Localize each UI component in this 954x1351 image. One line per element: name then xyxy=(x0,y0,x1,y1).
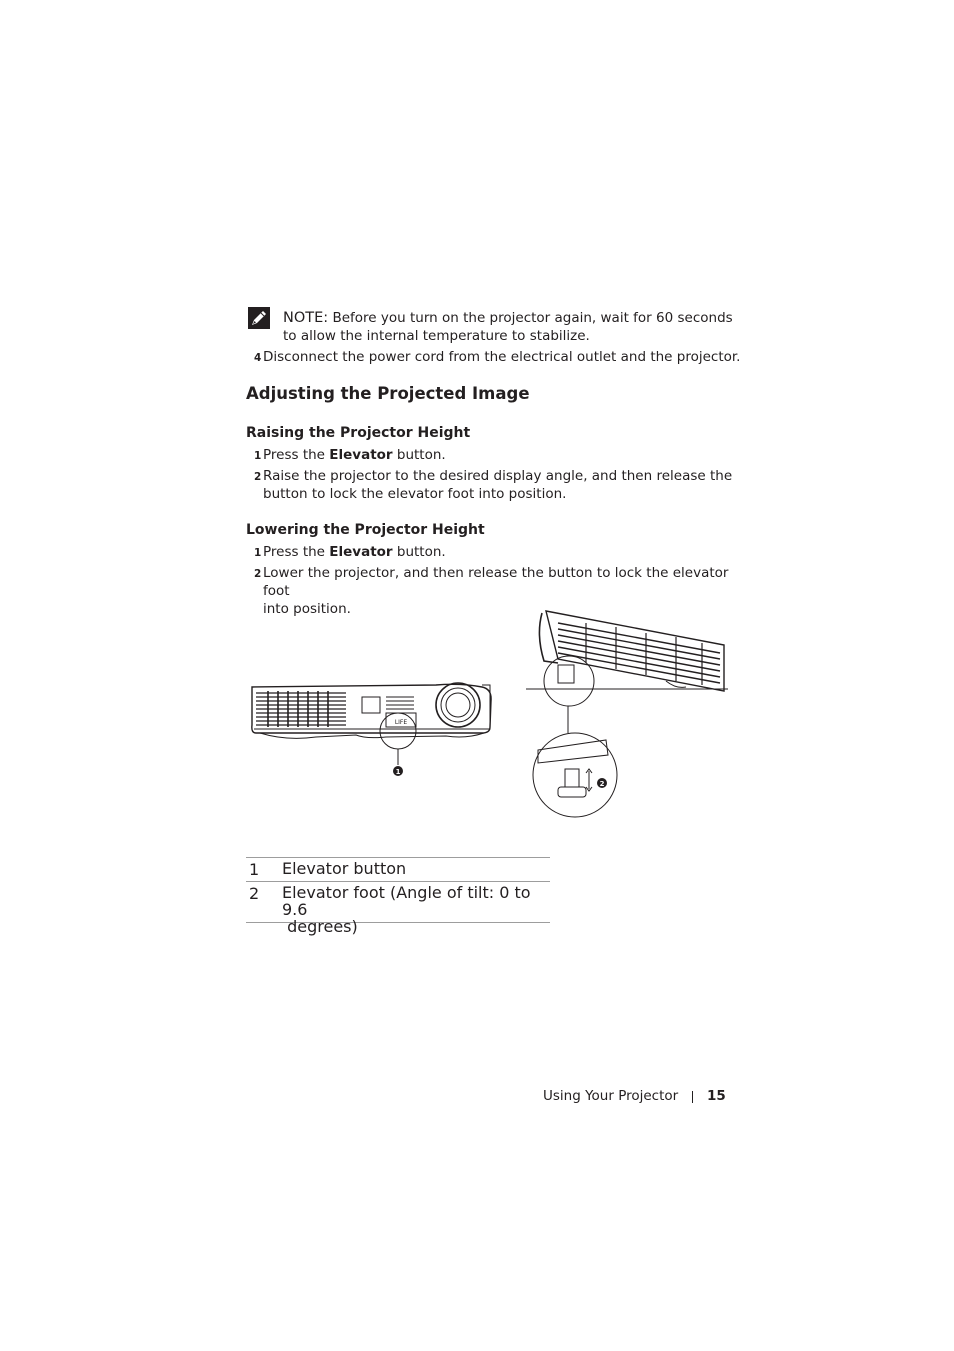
raising-title: Raising the Projector Height xyxy=(246,425,471,441)
step-number: 2 xyxy=(254,568,262,580)
raising-step-2 xyxy=(254,467,744,503)
lowering-step-2 xyxy=(254,564,744,617)
legend-number: 1 xyxy=(249,860,260,879)
step-number: 1 xyxy=(254,547,262,559)
footer-divider xyxy=(692,1091,693,1103)
page-number: 15 xyxy=(707,1088,726,1104)
legend-text-line1: Elevator foot (Angle of tilt: 0 to 9.6 xyxy=(282,883,531,919)
note-line2: to allow the internal temperature to stabilize. xyxy=(283,328,590,344)
lowering-step-1 xyxy=(254,543,744,561)
legend-text: Elevator button xyxy=(282,859,407,878)
step-text-bold: Elevator xyxy=(329,544,393,560)
section-title: Adjusting the Projected Image xyxy=(246,384,530,403)
projector-front-view xyxy=(252,683,491,765)
lowering-title: Lowering the Projector Height xyxy=(246,522,485,538)
svg-text:LIFE: LIFE xyxy=(394,719,408,726)
note-label: NOTE: xyxy=(283,310,329,326)
step-text-line1: Lower the projector, and then release the button to lock the elevator foot xyxy=(263,565,729,599)
legend-table xyxy=(246,857,550,936)
legend-number: 2 xyxy=(249,884,260,903)
step-4 xyxy=(254,348,744,366)
raising-step-1 xyxy=(254,446,744,464)
legend-row xyxy=(246,881,550,936)
step-number: 2 xyxy=(254,471,262,483)
step-text-pre: Press the xyxy=(263,447,330,463)
svg-text:2: 2 xyxy=(599,780,605,788)
step-text-line1: Raise the projector to the desired display angle, and then release the xyxy=(263,468,733,484)
legend-row xyxy=(246,857,550,882)
step-text-pre: Press the xyxy=(263,544,330,560)
svg-text:1: 1 xyxy=(395,768,401,776)
step-number: 1 xyxy=(254,450,262,462)
footer-section: Using Your Projector xyxy=(543,1088,679,1104)
note-pencil-icon xyxy=(248,307,270,329)
step-text-post: button. xyxy=(392,544,446,560)
callout-2 xyxy=(597,778,607,788)
step-text-post: button. xyxy=(392,447,446,463)
step-number: 4 xyxy=(254,352,262,364)
legend-text-line2: degrees) xyxy=(282,917,358,936)
note-text xyxy=(283,309,743,345)
step-text-line2: into position. xyxy=(263,601,351,617)
projector-illustration xyxy=(246,605,730,820)
step-text-bold: Elevator xyxy=(329,447,393,463)
projector-side-view xyxy=(526,611,728,817)
note-line1: Before you turn on the projector again, wait for 60 seconds xyxy=(332,310,733,326)
step-text-line2: button to lock the elevator foot into position. xyxy=(263,486,567,502)
callout-1 xyxy=(393,766,403,776)
step-text: Disconnect the power cord from the electrical outlet and the projector. xyxy=(263,349,741,365)
